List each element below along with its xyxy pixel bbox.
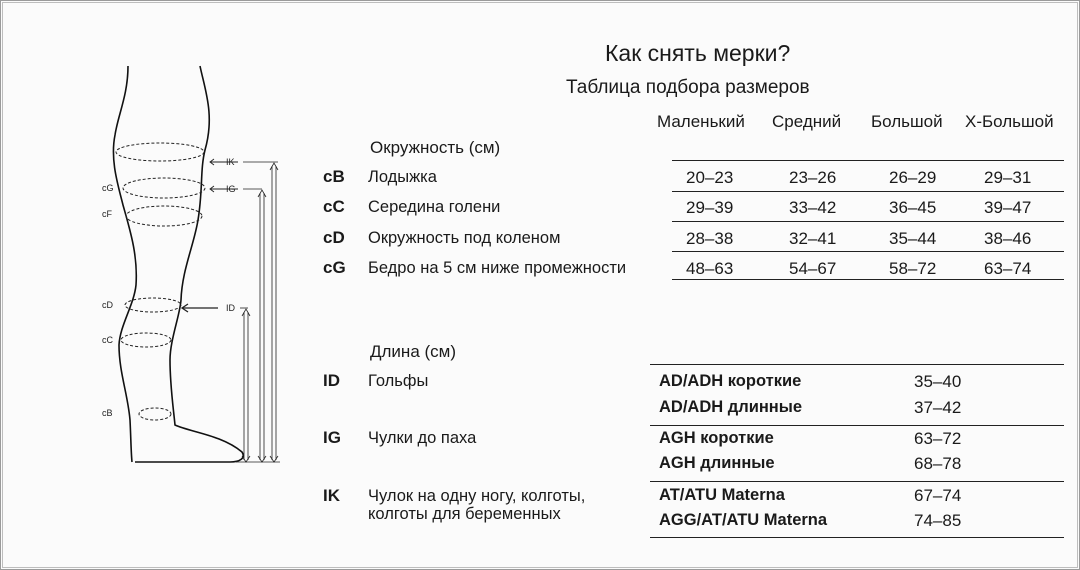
table-rule	[672, 191, 1064, 192]
table-cell: 33–42	[789, 198, 837, 217]
table-rule	[672, 279, 1064, 280]
table-cell: 58–72	[889, 259, 937, 278]
group-label-ig: Чулки до паха	[368, 429, 477, 447]
table-rule	[650, 537, 1064, 538]
diagram-label-id: ID	[226, 303, 235, 313]
group-label-ik-line2: колготы для беременных	[368, 505, 561, 523]
table-rule	[672, 221, 1064, 222]
ig-length-bar	[258, 190, 266, 462]
product-range: 37–42	[914, 398, 962, 417]
cd-ellipse	[125, 298, 181, 312]
group-label-id: Гольфы	[368, 372, 429, 390]
table-rule	[672, 160, 1064, 161]
row-label-cb: Лодыжка	[368, 168, 437, 186]
table-cell: 32–41	[789, 229, 837, 248]
leg-diagram	[0, 0, 300, 480]
table-cell: 63–74	[984, 259, 1032, 278]
group-code-ig: IG	[323, 428, 341, 447]
product-range: 35–40	[914, 372, 962, 391]
product-range: 67–74	[914, 486, 962, 505]
leg-outline-back	[113, 66, 136, 462]
table-cell: 36–45	[889, 198, 937, 217]
row-code-cc: cC	[323, 197, 345, 216]
group-code-ik: IK	[323, 486, 340, 505]
ik-level-ellipse	[116, 143, 204, 161]
row-code-cg: cG	[323, 258, 346, 277]
row-label-cd: Окружность под коленом	[368, 229, 561, 247]
product-range: 63–72	[914, 429, 962, 448]
size-header-medium: Средний	[772, 112, 842, 131]
page-subtitle: Таблица подбора размеров	[566, 77, 810, 98]
row-label-cc: Середина голени	[368, 198, 501, 216]
size-header-xlarge: X-Большой	[965, 112, 1054, 131]
product-name: AD/ADH короткие	[659, 372, 802, 390]
table-rule	[672, 251, 1064, 252]
page-title: Как снять мерки?	[605, 40, 791, 66]
size-header-large: Большой	[871, 112, 943, 131]
table-cell: 39–47	[984, 198, 1032, 217]
table-cell: 23–26	[789, 168, 837, 187]
table-cell: 54–67	[789, 259, 837, 278]
diagram-label-cb: cB	[102, 408, 113, 418]
cc-ellipse	[121, 333, 171, 347]
product-name: AT/ATU Materna	[659, 486, 785, 504]
product-range: 74–85	[914, 511, 962, 530]
cb-ellipse	[139, 408, 171, 420]
size-header-small: Маленький	[657, 112, 745, 131]
product-range: 68–78	[914, 454, 962, 473]
leg-outline-front	[135, 66, 243, 462]
diagram-label-cd: cD	[102, 300, 113, 310]
product-name: AGG/AT/ATU Materna	[659, 511, 828, 529]
table-cell: 29–31	[984, 168, 1032, 187]
diagram-label-cf: cF	[102, 209, 112, 219]
table-cell: 28–38	[686, 229, 734, 248]
table-rule	[650, 481, 1064, 482]
table-cell: 20–23	[686, 168, 734, 187]
product-name: AGH длинные	[659, 454, 775, 472]
table-cell: 38–46	[984, 229, 1032, 248]
table-cell: 29–39	[686, 198, 734, 217]
diagram-label-cc: cC	[102, 335, 113, 345]
ik-length-bar	[270, 163, 278, 462]
table-rule	[650, 425, 1064, 426]
table-rule	[650, 364, 1064, 365]
group-label-ik-line1: Чулок на одну ногу, колготы,	[368, 487, 586, 505]
product-name: AD/ADH длинные	[659, 398, 803, 416]
circumference-section-label: Окружность (см)	[370, 138, 501, 157]
cf-ellipse	[126, 206, 202, 226]
id-length-bar	[242, 309, 250, 462]
diagram-label-ik: IK	[226, 157, 235, 167]
diagram-label-ig: IG	[226, 184, 236, 194]
table-cell: 26–29	[889, 168, 937, 187]
cg-ellipse	[123, 178, 205, 198]
length-section-label: Длина (см)	[370, 342, 457, 361]
row-label-cg: Бедро на 5 см ниже промежности	[368, 259, 627, 277]
product-name: AGH короткие	[659, 429, 774, 447]
table-cell: 35–44	[889, 229, 937, 248]
group-code-id: ID	[323, 371, 340, 390]
row-code-cb: cB	[323, 167, 345, 186]
row-code-cd: cD	[323, 228, 345, 247]
diagram-label-cg: cG	[102, 183, 114, 193]
table-cell: 48–63	[686, 259, 734, 278]
